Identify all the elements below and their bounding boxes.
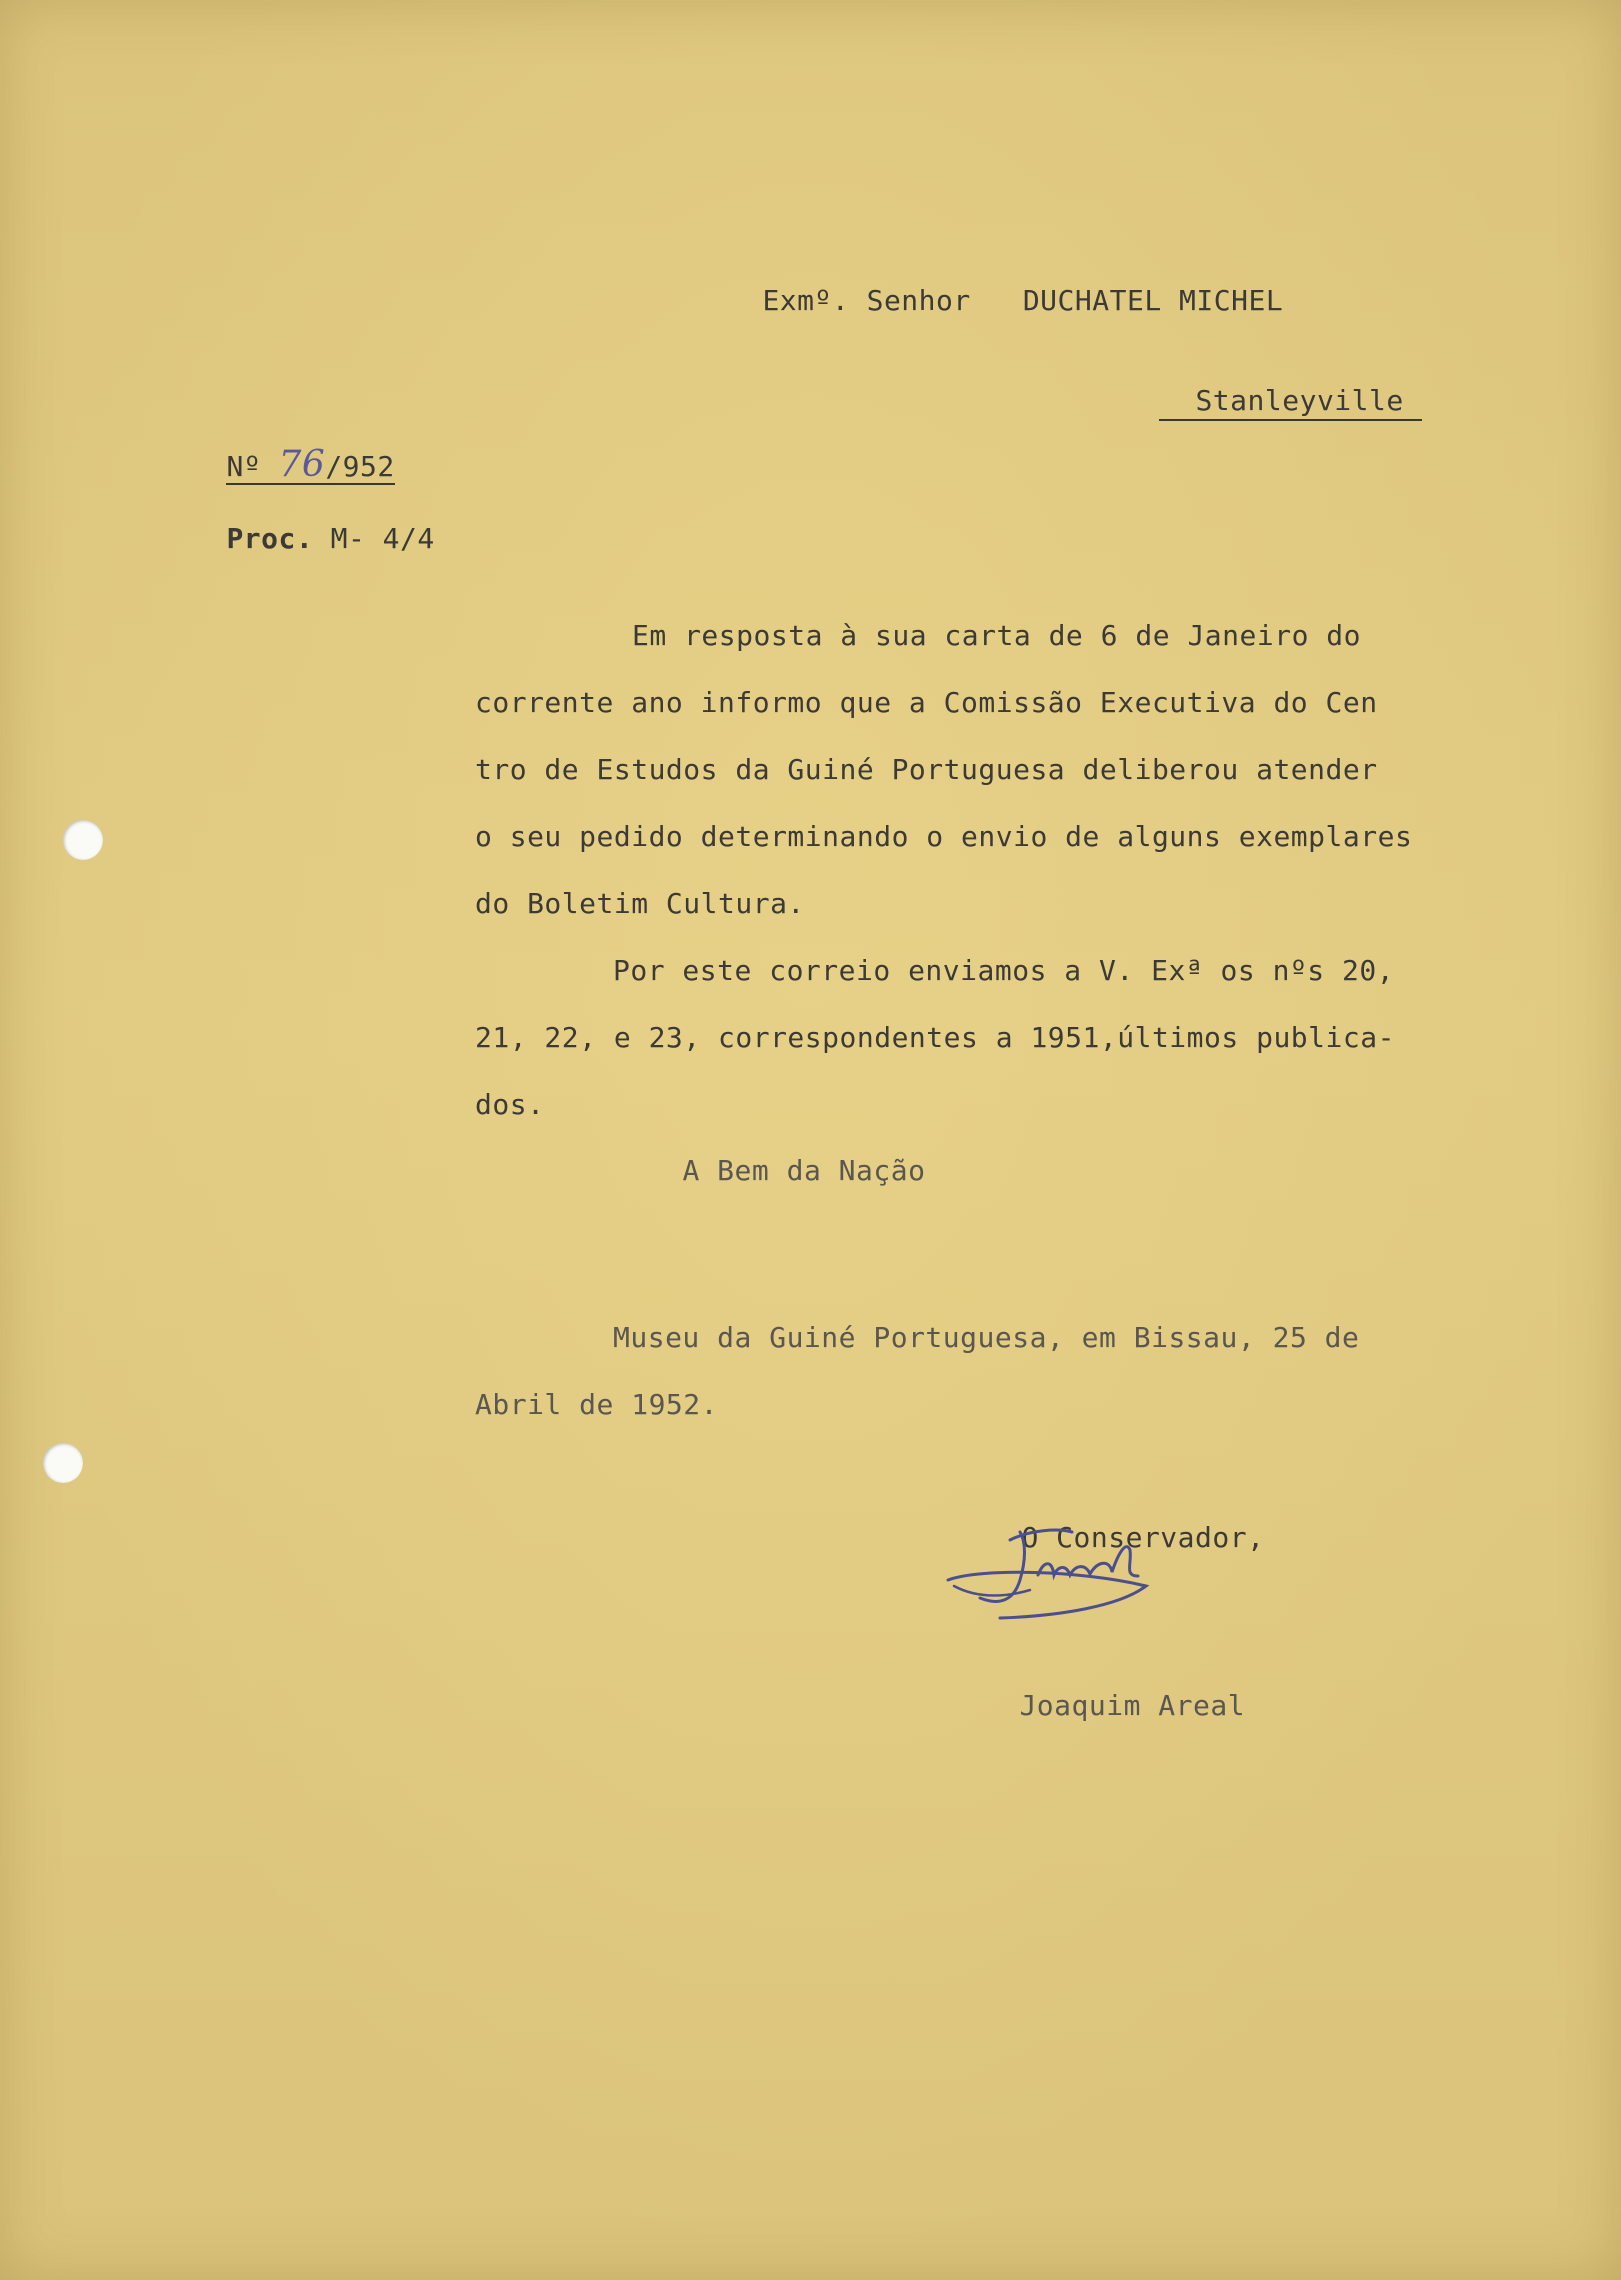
proc-reference xyxy=(157,438,435,639)
punch-hole-top xyxy=(63,820,103,860)
body-line: 21, 22, e 23, correspondentes a 1951,últimos publica- xyxy=(475,1021,1395,1054)
handwritten-number: 76 xyxy=(278,444,326,485)
closing: A Bem da Nação xyxy=(682,1154,926,1187)
date-line: Abril de 1952. xyxy=(475,1388,719,1421)
recipient-place-line xyxy=(1090,300,1422,501)
proc-label: Proc. xyxy=(226,522,314,555)
date-line: Museu da Guiné Portuguesa, em Bissau, 25 de xyxy=(613,1321,1360,1354)
signatory-name xyxy=(950,1605,1245,1806)
body-line: dos. xyxy=(475,1088,545,1121)
body-line: tro de Estudos da Guiné Portuguesa deliberou atender xyxy=(475,753,1378,786)
body-line: do Boletim Cultura. xyxy=(475,887,805,920)
body-line: Por este correio enviamos a V. Exª os nºs 20, xyxy=(613,954,1395,987)
signatory-title-text: O Conservador, xyxy=(1021,1521,1265,1554)
salutation: Exmº. Senhor xyxy=(762,284,971,317)
recipient-place: Stanleyville xyxy=(1159,384,1421,421)
body-line: Em resposta à sua carta de 6 de Janeiro do xyxy=(632,619,1362,652)
proc-value: M- 4/4 xyxy=(330,522,435,555)
punch-hole-bottom xyxy=(43,1443,83,1483)
signatory-name-text: Joaquim Areal xyxy=(1019,1689,1246,1722)
reference-prefix: Nº xyxy=(226,450,262,483)
recipient-name: DUCHATEL MICHEL xyxy=(1022,284,1284,317)
reference-year: /952 xyxy=(325,450,395,483)
body-line: corrente ano informo que a Comissão Executiva do Cen xyxy=(475,686,1378,719)
body-line: o seu pedido determinando o envio de alguns exemplares xyxy=(475,820,1413,853)
